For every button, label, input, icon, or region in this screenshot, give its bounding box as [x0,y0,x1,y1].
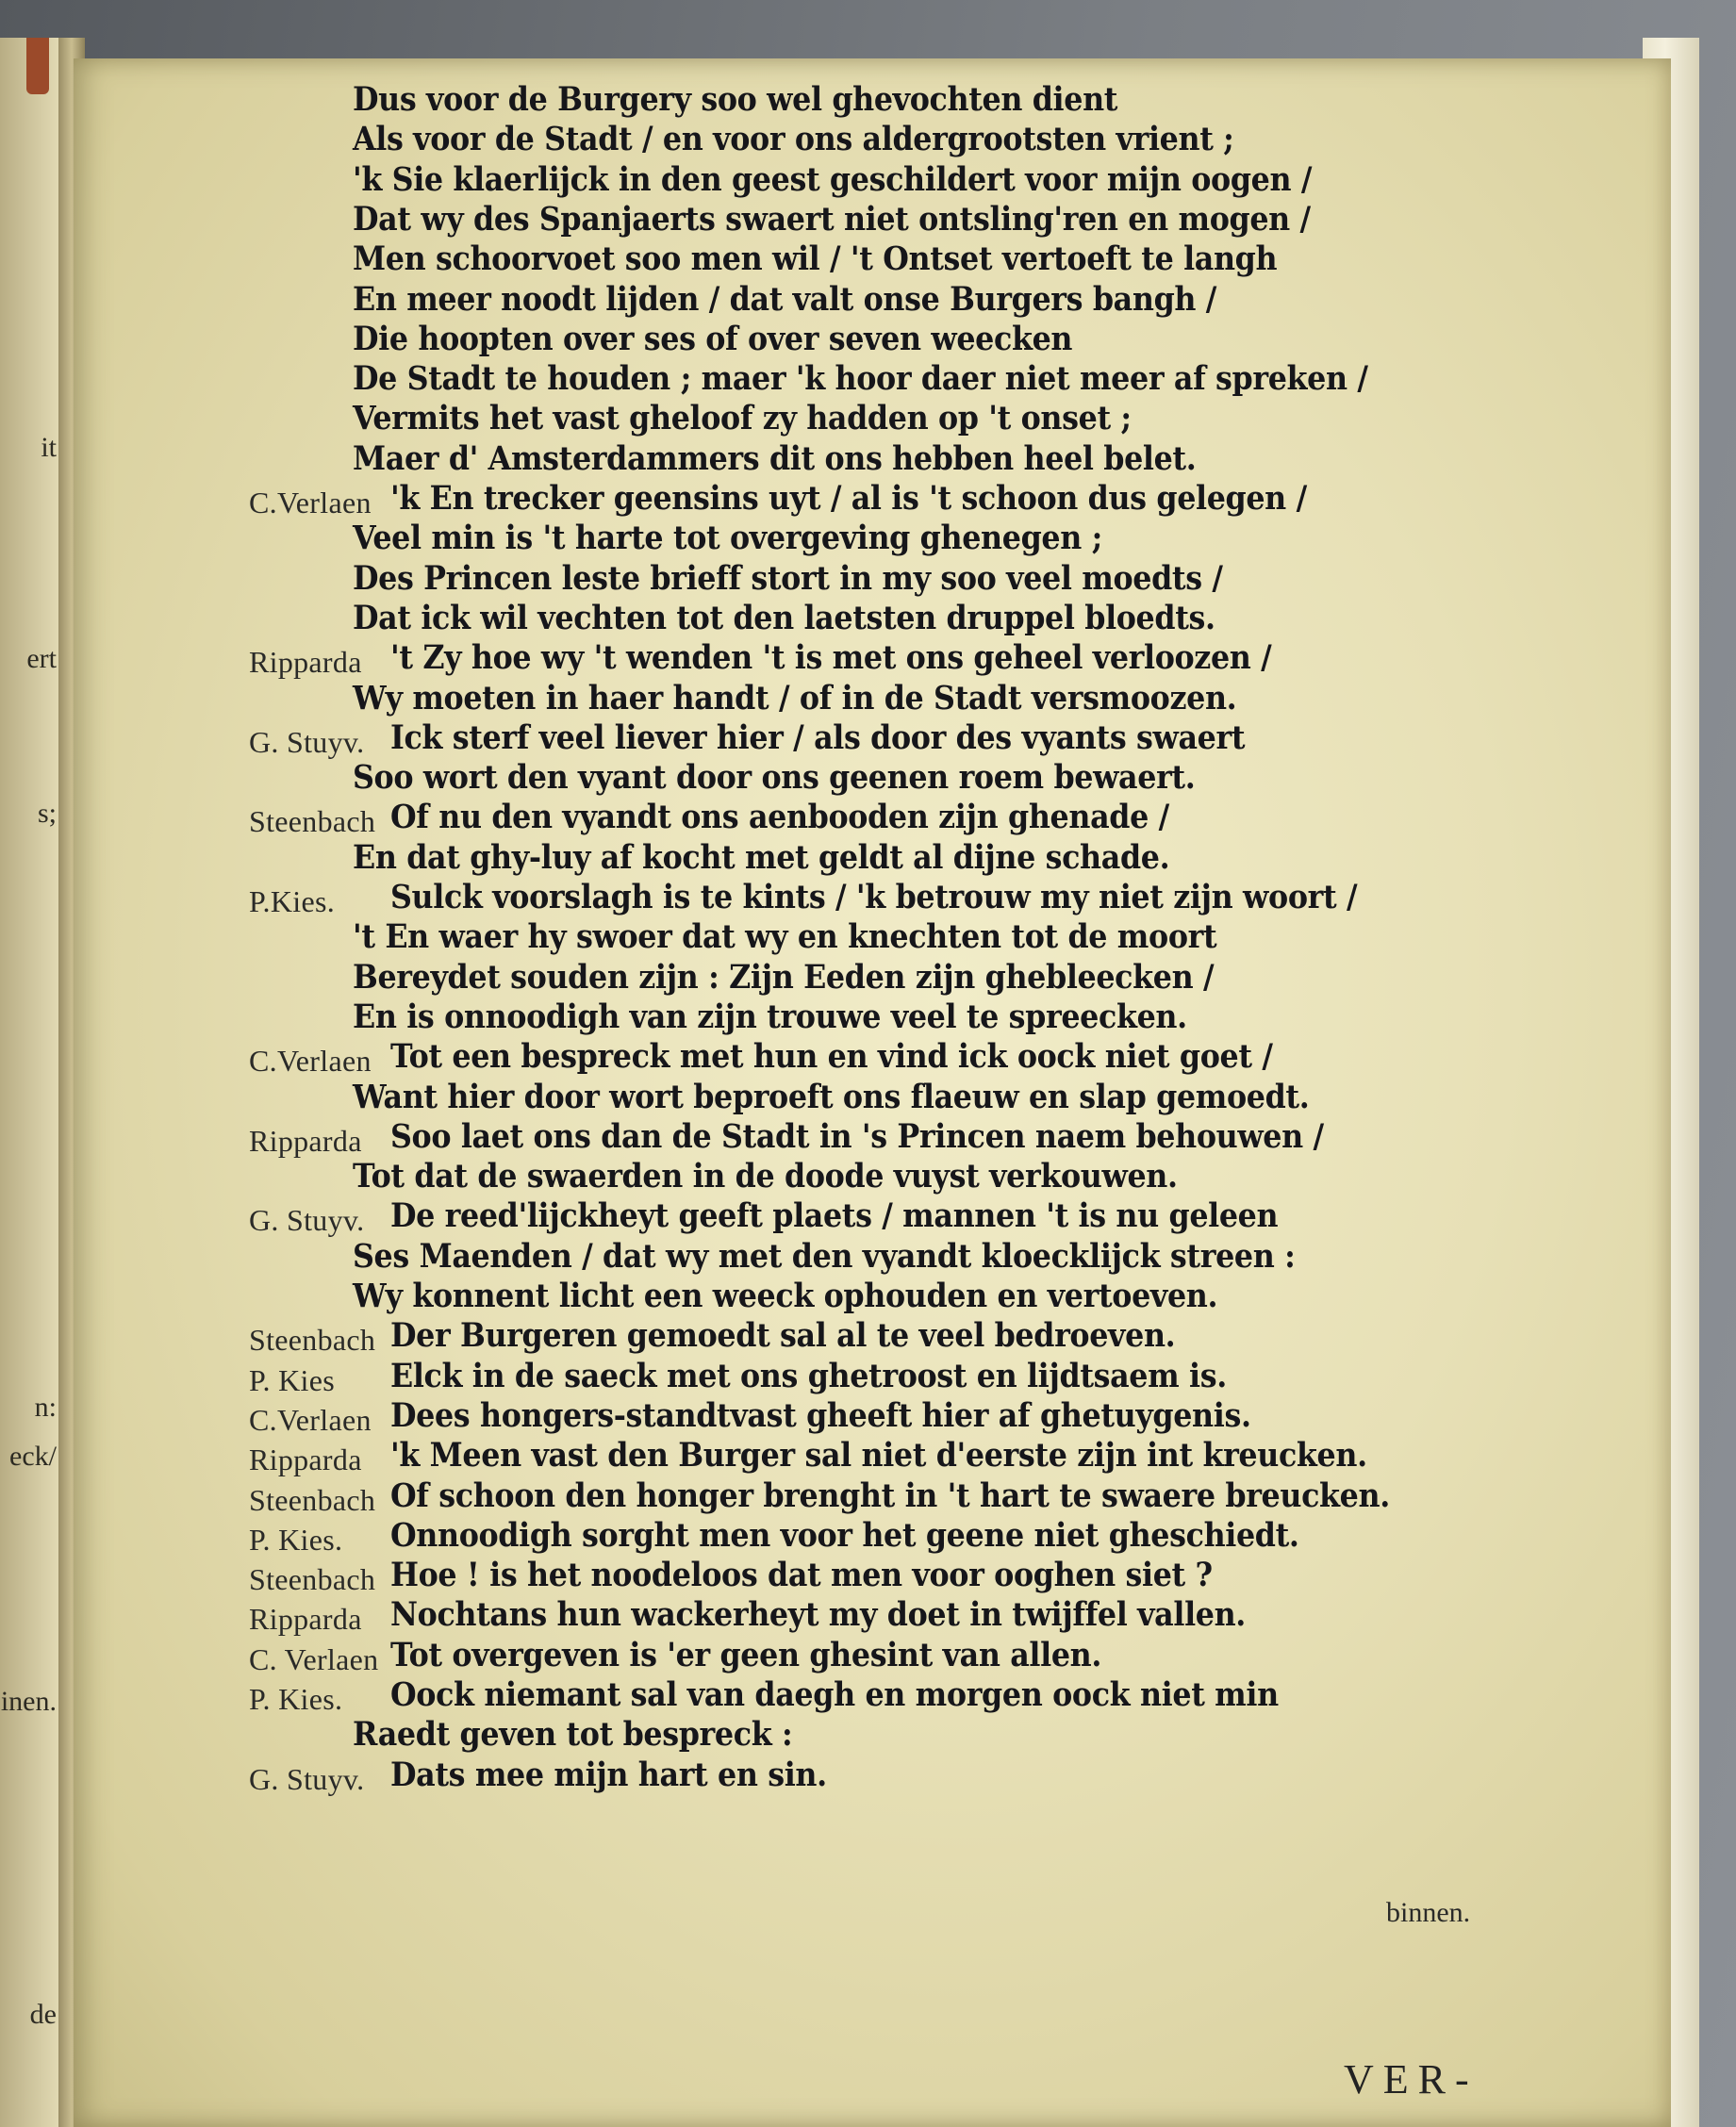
speaker-name: C.Verlaen [249,1402,372,1437]
verse-text: Soo wort den vyant door ons geenen roem bewaert. [353,759,1196,798]
verse-text: De reed'lijckheyt geeft plaets / mannen 't is nu geleen [390,1197,1279,1236]
verse-text: Sulck voorslagh is te kints / 'k betrouw my niet zijn woort / [390,879,1358,916]
verse-text: Hoe ! is het noodeloos dat men voor ooghen siet ? [390,1557,1213,1595]
verse-text: Tot een bespreck met hun en vind ick oock niet goet / [390,1038,1273,1077]
verse-text: Wy moeten in haer handt / of in de Stadt versmoozen. [353,679,1237,717]
facing-page-fragment: it [41,432,57,463]
verse-text: Veel min is 't harte tot overgeving ghenegen ; [353,519,1102,558]
speaker-name: G. Stuyv. [249,1761,365,1796]
verse-text: Of schoon den honger brenght in 't hart te swaere breucken. [390,1476,1390,1515]
speaker-name: Ripparda [249,1602,362,1637]
verse-text: Dat wy des Spanjaerts swaert niet ontsling'ren en mogen / [353,200,1311,239]
verse-text: 't Zy hoe wy 't wenden 't is met ons geheel verloozen / [390,639,1272,678]
verse-text: Dats mee mijn hart en sin. [390,1756,827,1794]
speaker-name: C. Verlaen [249,1641,379,1676]
verse-text: Der Burgeren gemoedt sal al te veel bedroeven. [390,1317,1176,1356]
speaker-name: Steenbach [249,1323,376,1358]
verse-text: Soo laet ons dan de Stadt in 's Princen naem behouwen / [390,1117,1324,1156]
verse-text: Des Princen leste brieff stort in my soo veel moedts / [353,559,1223,598]
verse-text: 'k En trecker geensins uyt / al is 't schoon dus gelegen / [390,480,1307,518]
verse-text: Maer d' Amsterdammers dit ons hebben heel belet. [353,439,1197,478]
speaker-name: Steenbach [249,1562,376,1597]
facing-page-fragment: s; [37,798,57,829]
verse-text: Dat ick wil vechten tot den laetsten druppel bloedts. [353,599,1215,637]
verse-text: Ick sterf veel liever hier / als door des vyants swaert [390,718,1246,757]
speaker-name: Steenbach [249,1482,376,1517]
verse-text: Die hoopten over ses of over seven weecken [353,320,1073,358]
verse-text: En meer noodt lijden / dat valt onse Burgers bangh / [353,280,1217,319]
verse-text: Tot overgeven is 'er geen ghesint van allen. [390,1636,1102,1674]
verse-text: 'k Sie klaerlijck in den geest geschildert voor mijn oogen / [353,160,1313,199]
verse-text: Vermits het vast gheloof zy hadden op 't onset ; [353,400,1132,438]
facing-page-fragment: n: [34,1392,57,1423]
speaker-name: Ripparda [249,645,362,680]
verse-text: Nochtans hun wackerheyt my doet in twijffel vallen. [390,1596,1246,1635]
speaker-name: P. Kies. [249,1522,343,1557]
verse-text: Want hier door wort beproeft ons flaeuw en slap gemoedt. [353,1078,1310,1116]
facing-page-fragment: eck/ [9,1441,57,1472]
speaker-name: Ripparda [249,1123,362,1158]
verse-text: Of nu den vyandt ons aenbooden zijn ghenade / [390,799,1169,837]
catchword: binnen. [1386,1897,1471,1928]
verse-text: De Stadt te houden ; maer 'k hoor daer niet meer af spreken / [353,360,1368,399]
verse-text: Raedt geven tot bespreck : [353,1716,793,1755]
facing-page-fragment: inen. [0,1686,57,1717]
facing-page-fragment: ert [26,643,57,674]
speaker-name: Steenbach [249,804,376,839]
verse-text: Dus voor de Burgery soo wel ghevochten dient [353,81,1118,119]
book-binding [26,38,49,94]
verse-text: Wy konnent licht een weeck ophouden en vertoeven. [353,1278,1218,1315]
signature-mark: VER- [1344,2056,1479,2102]
book-page [74,58,1671,2127]
verse-text: Tot dat de swaerden in de doode vuyst verkouwen. [353,1158,1178,1196]
speaker-name: Ripparda [249,1443,362,1477]
verse-text: En is onnoodigh van zijn trouwe veel te spreecken. [353,998,1187,1036]
verse-text: Dees hongers-standtvast gheeft hier af ghetuygenis. [390,1396,1251,1435]
speaker-name: P. Kies [249,1362,336,1397]
speaker-name: P.Kies. [249,884,336,918]
facing-page-fragment: de [29,1999,57,2030]
verse-text: 'k Meen vast den Burger sal niet d'eerste zijn int kreucken. [390,1437,1367,1476]
speaker-name: P. Kies. [249,1682,343,1716]
verse-text: En dat ghy-luy af kocht met geldt al dijne schade. [353,838,1170,877]
verse-text: 't En waer hy swoer dat wy en knechten tot de moort [353,918,1217,957]
verse-text: Bereydet souden zijn : Zijn Eeden zijn ghebleecken / [353,958,1215,997]
speaker-name: G. Stuyv. [249,1203,365,1238]
verse-text: Men schoorvoet soo men wil / 't Ontset vertoeft te langh [353,240,1278,279]
speaker-name: G. Stuyv. [249,724,365,759]
verse-text: Oock niemant sal van daegh en morgen oock niet min [390,1676,1279,1714]
speaker-name: C.Verlaen [249,1044,372,1079]
verse-text: Ses Maenden / dat wy met den vyandt kloecklijck streen : [353,1237,1296,1276]
verse-text: Als voor de Stadt / en voor ons aldergrootsten vrient ; [353,121,1234,159]
verse-text: Elck in de saeck met ons ghetroost en lijdtsaem is. [390,1357,1227,1395]
verse-text: Onnoodigh sorght men voor het geene niet gheschiedt. [390,1516,1299,1555]
speaker-name: C.Verlaen [249,486,372,519]
